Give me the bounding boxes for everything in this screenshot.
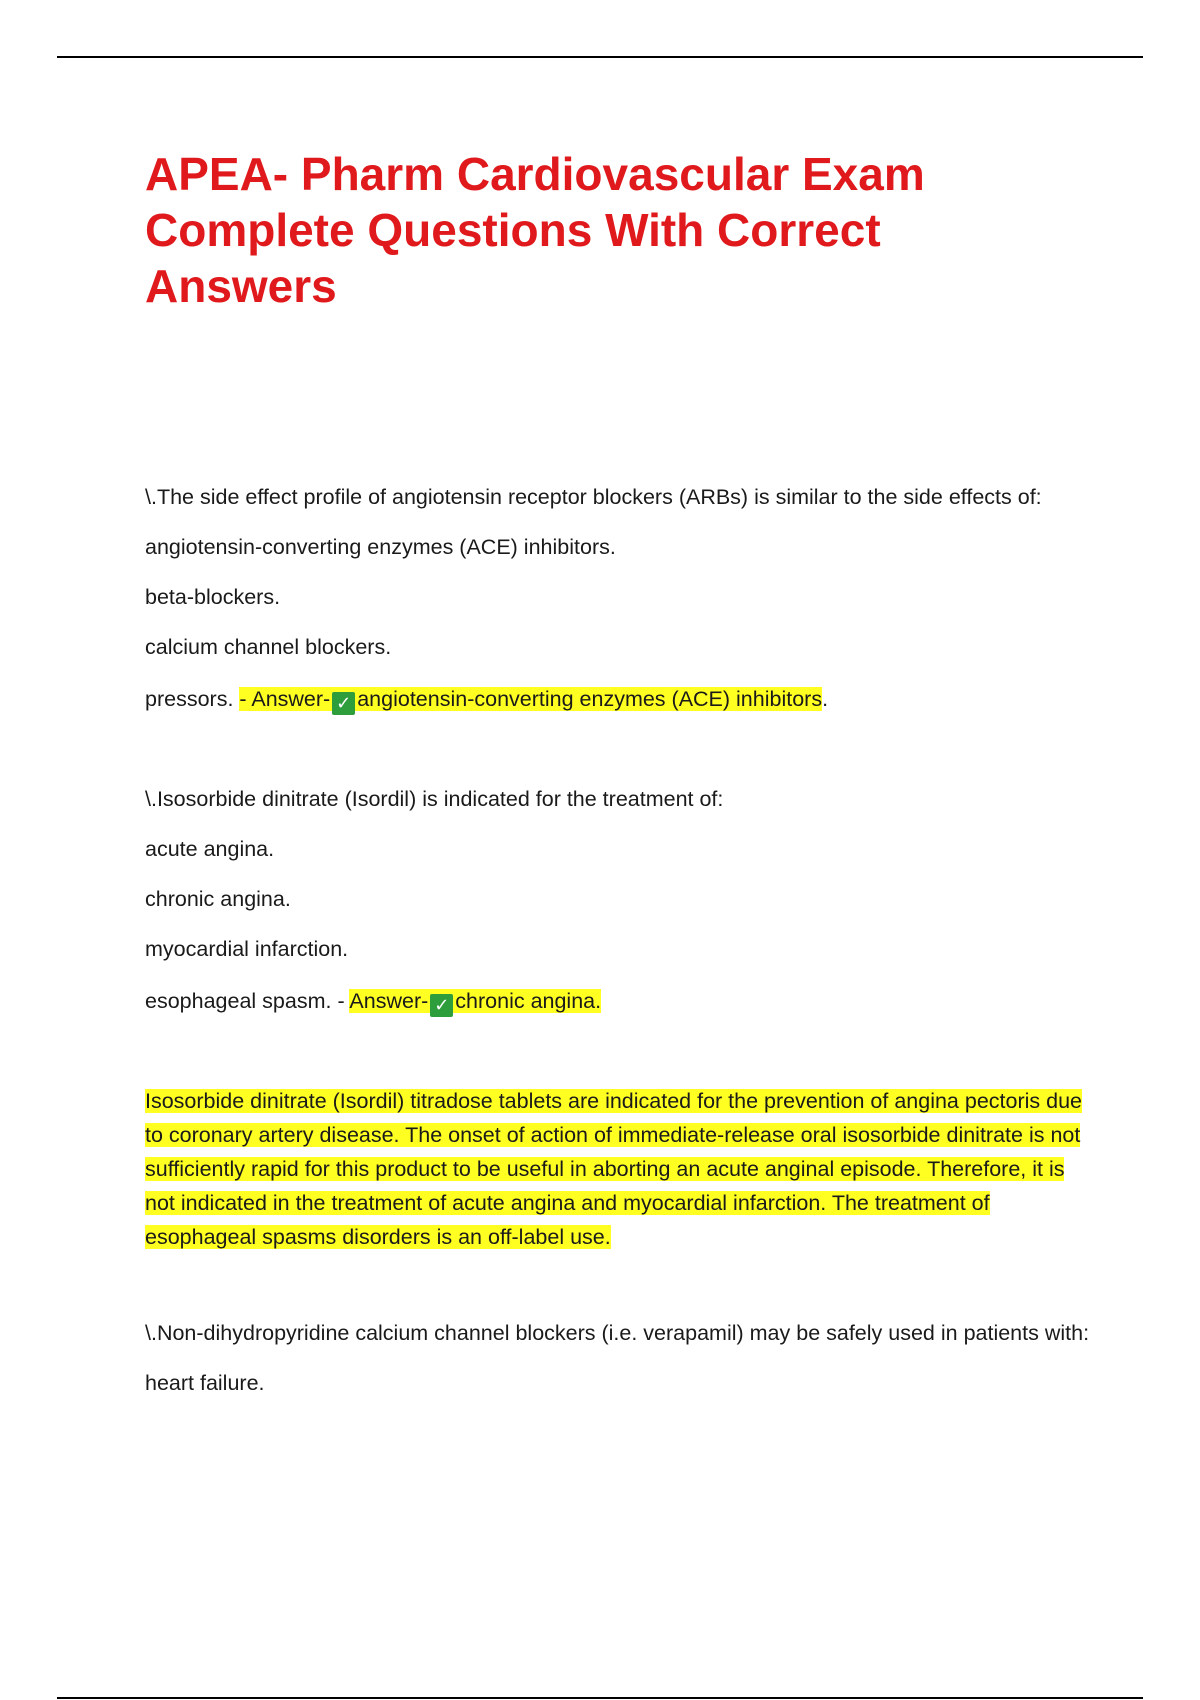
question-2-option-2: chronic angina. (145, 887, 291, 911)
question-1-option-3: calcium channel blockers. (145, 635, 392, 659)
question-1-prompt: \.The side effect profile of angiotensin receptor blockers (ARBs) is similar to the side effects of: (145, 485, 1042, 509)
question-2-explanation-text: Isosorbide dinitrate (Isordil) titradose tablets are indicated for the prevention of angina pectoris due to coronary artery disease. The onset of action of immediate-release oral isosorbide dinitrate is not sufficiently rapid for this product to be useful in aborting an acute anginal episode. Therefore, it is not indicated in the treatment of acute angina and myocardial infarction. The treatment of esophageal spasms disorders is an off-label use. (145, 1089, 1082, 1249)
question-3-prompt: \.Non-dihydropyridine calcium channel blockers (i.e. verapamil) may be safely used in patients with: (145, 1321, 1090, 1345)
question-2-option-4: esophageal spasm. (145, 989, 332, 1013)
question-3-option-1: heart failure. (145, 1371, 265, 1395)
answer-prefix: - Answer- (239, 687, 331, 711)
question-1-option-2: beta-blockers. (145, 585, 281, 609)
question-2-option-3: myocardial infarction. (145, 937, 349, 961)
question-2-prompt: \.Isosorbide dinitrate (Isordil) is indicated for the treatment of: (145, 787, 724, 811)
answer-prefix: Answer- (349, 989, 429, 1013)
question-2-answer-highlight (349, 989, 601, 1013)
question-2-answer: chronic angina. (455, 989, 602, 1013)
question-1-answer: angiotensin-converting enzymes (ACE) inhibitors (357, 687, 823, 711)
question-1-option-4: pressors. (145, 687, 234, 711)
checkmark-icon: ✓ (332, 692, 355, 715)
checkmark-icon: ✓ (430, 994, 453, 1017)
question-1-answer-line (145, 682, 1095, 716)
answer-separator: - (337, 989, 345, 1013)
answer-suffix: . (822, 687, 829, 711)
document-title: APEA- Pharm Cardiovascular Exam Complete Questions With Correct Answers (145, 148, 925, 312)
top-rule (57, 56, 1143, 58)
bottom-rule (57, 1697, 1143, 1699)
question-2-answer-line (145, 984, 1095, 1018)
question-2-explanation (145, 1084, 1095, 1254)
question-1-answer-highlight (239, 687, 822, 711)
document-body (145, 480, 1095, 1400)
question-1-option-1: angiotensin-converting enzymes (ACE) inhibitors. (145, 535, 616, 559)
question-2-option-1: acute angina. (145, 837, 275, 861)
